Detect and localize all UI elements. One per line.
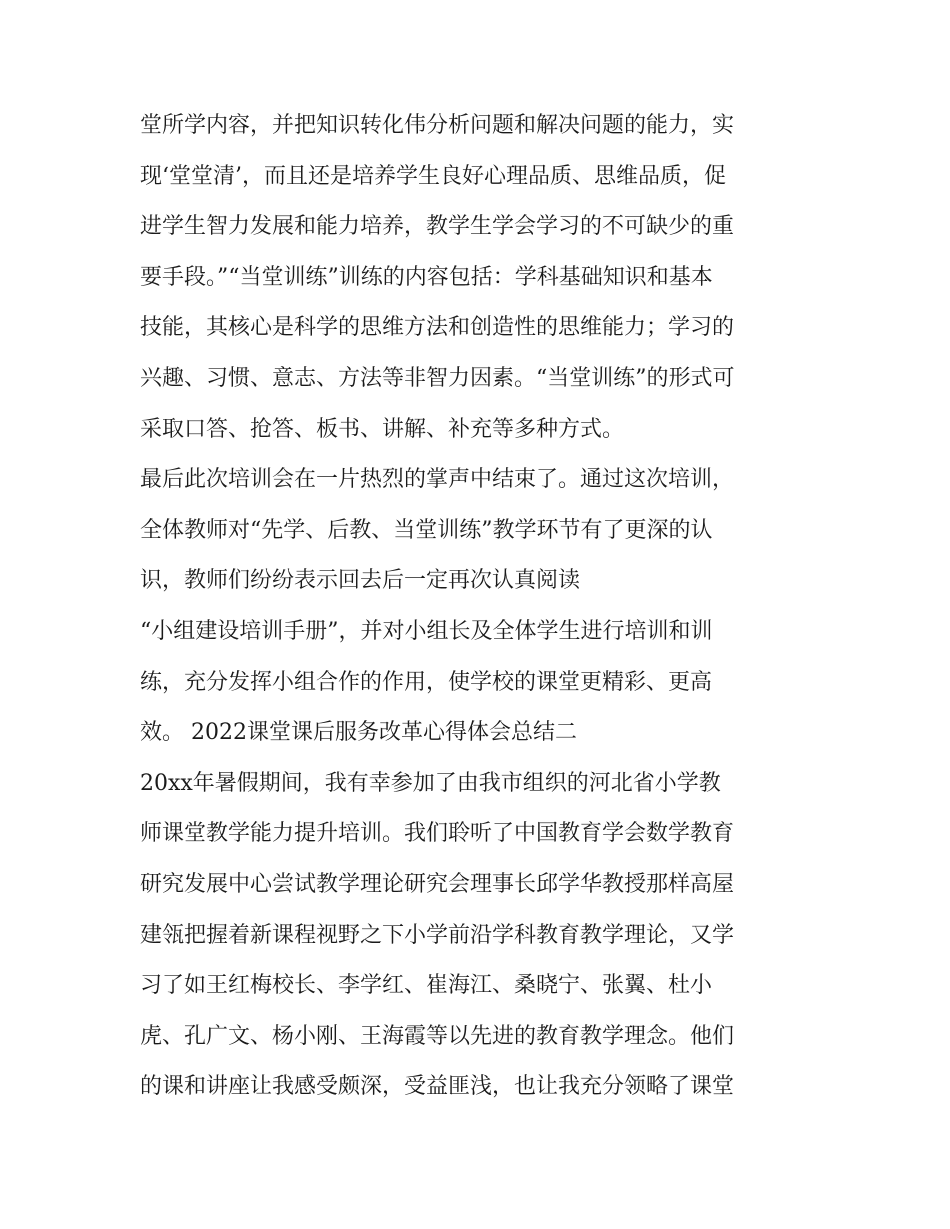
text-line: 师课堂教学能力提升培训。我们聆听了中国教育学会数学教育	[140, 821, 735, 847]
text-line: 的课和讲座让我感受颇深，受益匪浅，也让我充分领略了课堂	[140, 1074, 735, 1100]
text-line: 要手段。”“当堂训练”训练的内容包括：学科基础知识和基本	[140, 264, 713, 290]
section-title-line: 效。 2022课堂课后服务改革心得体会总结二	[140, 720, 577, 746]
text-line: 虎、孔广文、杨小刚、王海霞等以先进的教育教学理念。他们	[140, 1023, 735, 1049]
text-line: 采取口答、抢答、板书、讲解、补充等多种方式。	[140, 416, 625, 442]
text-line: “小组建设培训手册”，并对小组长及全体学生进行培训和训	[140, 618, 713, 644]
text-line: 兴趣、习惯、意志、方法等非智力因素。“当堂训练”的形式可	[140, 365, 735, 391]
text-line: 识，教师们纷纷表示回去后一定再次认真阅读	[140, 568, 581, 594]
text-line: 最后此次培训会在一片热烈的掌声中结束了。通过这次培训，	[140, 467, 735, 493]
text-line: 习了如王红梅校长、李学红、崔海江、桑晓宁、张翼、杜小	[140, 973, 713, 999]
text-line: 全体教师对“先学、后教、当堂训练”教学环节有了更深的认	[140, 517, 713, 543]
text-line: 进学生智力发展和能力培养，教学生学会学习的不可缺少的重	[140, 214, 735, 240]
text-line: 20xx年暑假期间，我有幸参加了由我市组织的河北省小学教	[140, 770, 721, 796]
body-text	[140, 101, 830, 1113]
text-line: 研究发展中心尝试教学理论研究会理事长邱学华教授那样高屋	[140, 871, 735, 897]
text-line: 技能，其核心是科学的思维方法和创造性的思维能力；学习的	[140, 315, 735, 341]
text-line: 练，充分发挥小组合作的作用，使学校的课堂更精彩、更高	[140, 669, 713, 695]
text-line: 堂所学内容，并把知识转化伟分析问题和解决问题的能力，实	[140, 113, 735, 138]
text-line: 建瓴把握着新课程视野之下小学前沿学科教育教学理论，又学	[140, 922, 735, 948]
text-line: 现‘堂堂清’，而且还是培养学生良好心理品质、思维品质，促	[140, 163, 726, 189]
